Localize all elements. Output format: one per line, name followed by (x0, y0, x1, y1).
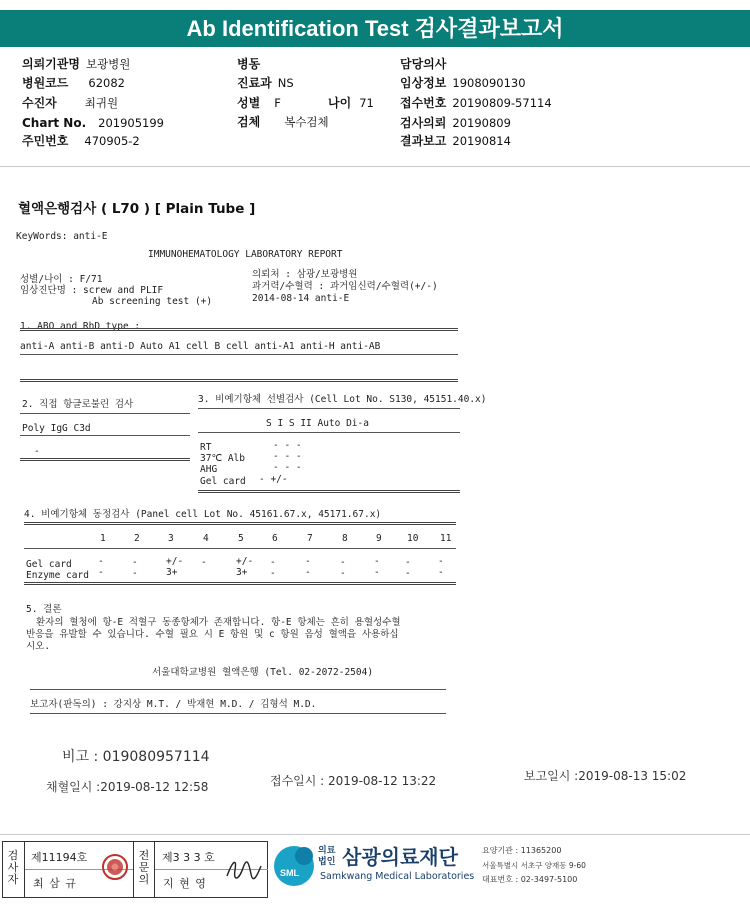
panel-cell-value: - (340, 568, 346, 579)
abo-title: 1. ABO and RhD type : (20, 321, 141, 332)
blood-bank: 서울대학교병원 혈액은행 (Tel. 02-2072-2504) (152, 667, 374, 678)
tester-number: 제11194호 (31, 851, 88, 864)
panel-cell-number: 8 (342, 533, 348, 544)
report-header: IMMUNOHEMATOLOGY LABORATORY REPORT (148, 249, 343, 260)
tester-name: 최 삼 규 (33, 877, 77, 890)
panel-cell-value: - (201, 557, 207, 568)
seal-icon (102, 854, 128, 880)
conclusion-line: 시오. (26, 641, 51, 652)
abo-rule-bottom (20, 379, 458, 382)
screen-rule-mid (198, 432, 460, 433)
code-row: 병원코드 62082 (22, 76, 125, 90)
panel-cell-number: 7 (307, 533, 313, 544)
dat-result: - (34, 446, 40, 457)
panel-cell-value: - (405, 557, 411, 568)
panel-cell-value: - (438, 556, 444, 567)
panel-cell-value: - (405, 568, 411, 579)
doctor-row: 담당의사 (400, 57, 447, 71)
panel-cell-value: - (305, 556, 311, 567)
specialist-name: 지 현 영 (163, 877, 207, 890)
screen-title: 3. 비예기항체 선별검사 (Cell Lot No. S130, 45151.40.x) (198, 394, 487, 405)
panel-cell-value: +/- (236, 556, 254, 567)
abo-rule-top (20, 328, 458, 331)
panel-cell-number: 10 (407, 533, 419, 544)
ward-row: 병동 (237, 57, 261, 71)
panel-rule-top (24, 522, 456, 525)
signature-box (2, 841, 268, 898)
dat-rule-mid (20, 435, 190, 436)
signature-icon (223, 856, 263, 884)
panel-cell-value: - (132, 557, 138, 568)
dat-rule-bottom (20, 458, 190, 461)
screen-row-label: RT (200, 442, 212, 453)
reporter: 보고자(판독의) : 강지상 M.T. / 박재현 M.D. / 김형석 M.D. (30, 699, 317, 710)
panel-cell-value: - (305, 567, 311, 578)
history-detail: 2014-08-14 anti-E (252, 293, 350, 304)
tester-label: 검사자 (7, 849, 19, 886)
keywords: KeyWords: anti-E (16, 231, 108, 242)
reporter-rule-top (30, 689, 446, 690)
abo-rule-mid (20, 354, 458, 355)
specialist-label: 전문의 (138, 849, 150, 886)
panel-cell-number: 1 (100, 533, 106, 544)
panel-cell-number: 6 (272, 533, 278, 544)
panel-cell-value: 3+ (236, 567, 248, 578)
specialist-number: 제3 3 3 호 (162, 851, 215, 864)
conclusion-line: 환자의 혈청에 항-E 적혈구 동종항체가 존재합니다. 항-E 항체는 흔히 용혈성수혈 (36, 617, 401, 628)
abo-header: anti-A anti-B anti-D Auto A1 cell B cell anti-A1 anti-H anti-AB (20, 341, 381, 352)
request-row: 검사의뢰 20190809 (400, 116, 511, 130)
panel-cell-number: 11 (440, 533, 452, 544)
dat-rule-top (20, 413, 190, 414)
diagnosis: 임상진단명 : screw and PLIF (20, 285, 164, 296)
reported-time: 보고일시 :2019-08-13 15:02 (524, 769, 687, 783)
section-title: 혈액은행검사 ( L70 ) [ Plain Tube ] (18, 201, 256, 217)
diagnosis-detail: Ab screening test (+) (92, 296, 213, 307)
panel-cell-number: 9 (376, 533, 382, 544)
panel-cell-value: - (270, 557, 276, 568)
age-row: 나이 71 (328, 96, 374, 110)
dat-header: Poly IgG C3d (22, 423, 91, 434)
requester: 의뢰처 : 삼광/보광병원 (252, 269, 358, 280)
panel-cell-number: 2 (134, 533, 140, 544)
collected-time: 채혈일시 :2019-08-12 12:58 (46, 780, 209, 794)
screen-row-values: - - - (273, 440, 302, 451)
agency-number: 요양기관 : 11365200 (482, 846, 562, 855)
panel-rule-mid (24, 548, 456, 549)
divider (0, 166, 750, 167)
specimen-row: 검체 복수검체 (237, 115, 329, 129)
screen-rule-top (198, 408, 460, 409)
screen-rule-bottom (198, 490, 460, 493)
recipient-row: 수진자 최귀원 (22, 96, 119, 110)
panel-cell-value: - (270, 568, 276, 579)
panel-cell-value: - (98, 556, 104, 567)
panel-cell-value: - (132, 568, 138, 579)
panel-cell-value: - (438, 567, 444, 578)
panel-cell-value: - (340, 557, 346, 568)
org-type: 의료법인 (318, 846, 336, 867)
panel-cell-number: 4 (203, 533, 209, 544)
panel-row-label: Gel card (26, 559, 72, 570)
conclusion-title: 5. 결론 (26, 604, 62, 615)
address: 서울특별시 서초구 양재동 9-60 (482, 861, 586, 870)
screen-header: S I S II Auto Di-a (266, 418, 369, 429)
panel-row-label: Enzyme card (26, 570, 89, 581)
clinical-row: 임상정보 1908090130 (400, 76, 526, 90)
screen-row-values: - +/- (259, 474, 288, 485)
panel-cell-value: 3+ (166, 567, 178, 578)
sml-logo-icon (272, 844, 318, 892)
panel-cell-value: - (374, 567, 380, 578)
org-name: 삼광의료재단 (342, 845, 458, 869)
receipt-row: 접수번호 20190809-57114 (400, 96, 552, 110)
panel-rule-bottom (24, 582, 456, 585)
logo-text: SML (280, 868, 299, 878)
remark-note: 비고 : 019080957114 (62, 749, 210, 765)
screen-row-values: - - - (273, 462, 302, 473)
screen-row-label: 37℃ Alb (200, 453, 245, 464)
panel-cell-number: 3 (168, 533, 174, 544)
screen-row-label: AHG (200, 464, 218, 475)
panel-cell-number: 5 (238, 533, 244, 544)
conclusion-line: 반응을 유발할 수 있습니다. 수혈 필요 시 E 항원 및 c 항원 음성 혈액을 사용하십 (26, 629, 399, 640)
sex-row: 성별 F (237, 96, 281, 110)
screen-row-values: - - - (273, 451, 302, 462)
phone: 대표번호 : 02-3497-5100 (482, 875, 578, 884)
sex-age: 성별/나이 : F/71 (20, 274, 103, 285)
report-title: Ab Identification Test 검사결과보고서 (0, 10, 750, 47)
panel-cell-value: +/- (166, 556, 184, 567)
org-english: Samkwang Medical Laboratories (320, 871, 475, 882)
panel-title: 4. 비예기항체 동정검사 (Panel cell Lot No. 45161.67.x, 45171.67.x) (24, 509, 382, 520)
received-time: 접수일시 : 2019-08-12 13:22 (270, 774, 437, 788)
resident-row: 주민번호 470905-2 (22, 134, 140, 148)
history: 과거력/수혈력 : 과거임신력/수혈력(+/-) (252, 281, 438, 292)
divider (0, 834, 750, 835)
panel-cell-value: - (98, 567, 104, 578)
dat-title: 2. 직접 항글로불린 검사 (22, 399, 134, 410)
panel-cell-value: - (374, 556, 380, 567)
report-row: 결과보고 20190814 (400, 134, 511, 148)
hospital-row: 의뢰기관명 보광병원 (22, 57, 131, 71)
chart-row: Chart No. 201905199 (22, 116, 164, 130)
screen-row-label: Gel card (200, 476, 246, 487)
reporter-rule-bottom (30, 713, 446, 714)
dept-row: 진료과 NS (237, 76, 294, 90)
